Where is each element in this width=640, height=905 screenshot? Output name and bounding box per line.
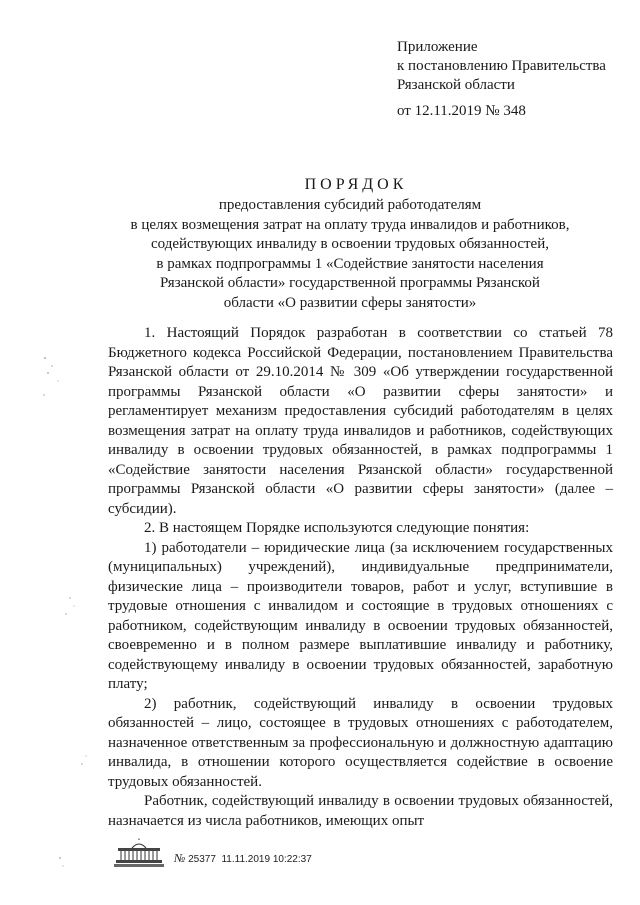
subtitle-line: в рамках подпрограммы 1 «Содействие занятости населения bbox=[156, 255, 544, 272]
paragraph-2: 2. В настоящем Порядке используются следующие понятия: bbox=[144, 520, 530, 536]
registration-footer bbox=[112, 838, 312, 868]
subtitle-line: Рязанской области» государственной программы Рязанской bbox=[160, 275, 540, 291]
registration-stamp bbox=[174, 851, 312, 866]
appendix-region: Рязанской области bbox=[397, 77, 515, 93]
paragraph-worker-assignment: Работник, содействующий инвалиду в освоении трудовых обязанностей, назначается из числа работников, имеющих опыт bbox=[108, 793, 613, 829]
appendix-label: Приложение bbox=[397, 39, 478, 55]
appendix-header bbox=[397, 38, 606, 121]
government-building-stamp-icon bbox=[112, 838, 166, 868]
document-title: ПОРЯДОК bbox=[304, 176, 408, 193]
document-body bbox=[108, 324, 613, 831]
subtitle-line: области «О развитии сферы занятости» bbox=[223, 294, 477, 311]
subtitle-line: в целях возмещения затрат на оплату труда инвалидов и работников, bbox=[130, 216, 570, 233]
paragraph-1: 1. Настоящий Порядок разработан в соответствии со статьей 78 Бюджетного кодекса Российской Федерации, постановлением Правительства Рязанской области от 29.10.2014 № 309 «Об утверждении государственной программы Рязанской области «О развитии сферы занятости» и регламентирует механизм предоставления субсидий работодателям в целях возмещения затрат на оплату труда инвалидов и работников, содействующих инвалиду в освоении трудовых обязанностей, в рамках подпрограммы 1 «Содействие занятости населения Рязанской области» государственной программы Рязанской области «О развитии сферы занятости» (далее – субсидии). bbox=[108, 325, 613, 517]
registration-number-symbol: № bbox=[174, 851, 186, 865]
registration-datetime: 11.11.2019 10:22:37 bbox=[221, 854, 312, 865]
subtitle-line: содействующих инвалиду в освоении трудовых обязанностей, bbox=[151, 236, 549, 252]
appendix-date: от 12.11.2019 № 348 bbox=[397, 103, 526, 119]
registration-number: 25377 bbox=[188, 854, 216, 865]
paragraph-definition-2: 2) работник, содействующий инвалиду в освоении трудовых обязанностей – лицо, состоящее в трудовых отношениях с работодателем, назначенное ответственным за профессиональную и должностную адаптацию инвалида, в отношении которого осуществляется содействие в освоение трудовых обязанностей. bbox=[108, 695, 613, 790]
document-subtitle bbox=[60, 196, 640, 313]
subtitle-line: предоставления субсидий работодателям bbox=[218, 197, 482, 213]
paragraph-definition-1: 1) работодатели – юридические лица (за исключением государственных (муниципальных) учреждений), индивидуальные предприниматели, физические лица – производители товаров, работ и услуг, вступившие в трудовые отношения с инвалидом и состоящие в трудовых отношениях с работником, содействующим инвалиду в освоении трудовых обязанностей, своевременно и в полном размере выплатившие инвалиду и работнику, содействующему инвалиду в освоении трудовых обязанностей, заработную плату; bbox=[108, 539, 613, 692]
appendix-decree-ref: к постановлению Правительства bbox=[397, 58, 606, 74]
